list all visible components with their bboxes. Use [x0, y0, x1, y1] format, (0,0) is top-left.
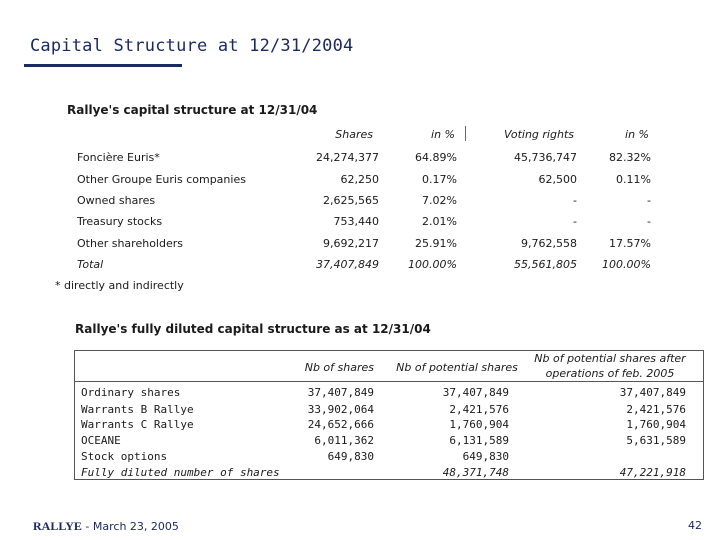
diluted-label: Stock options — [81, 450, 168, 463]
page-title: Capital Structure at 12/31/2004 — [30, 36, 354, 56]
diluted-label: OCEANE — [81, 434, 121, 447]
col-header-potential: Nb of potential shares — [396, 361, 518, 374]
row-vpct: 82.32% — [609, 151, 651, 164]
potential-shares: 37,407,849 — [442, 386, 509, 399]
row-vpct: 17.57% — [609, 237, 651, 250]
nb-shares: 24,652,666 — [307, 418, 374, 431]
diluted-label: Ordinary shares — [81, 386, 181, 399]
row-pct: 2.01% — [422, 215, 457, 228]
nb-shares: 37,407,849 — [307, 386, 374, 399]
row-shares: 753,440 — [333, 215, 379, 228]
total-votes: 55,561,805 — [514, 258, 577, 271]
row-votes: 45,736,747 — [514, 151, 577, 164]
row-votes: 62,500 — [538, 173, 577, 186]
row-label: Foncière Euris* — [77, 151, 160, 164]
after-operations-total: 47,221,918 — [619, 466, 686, 479]
footer — [33, 519, 179, 534]
after-operations-shares: 5,631,589 — [626, 434, 686, 447]
col-header-after-operations: Nb of potential shares after operations of feb. 2005 — [534, 352, 686, 380]
footer-date: - March 23, 2005 — [85, 520, 179, 533]
row-pct: 25.91% — [415, 237, 457, 250]
row-label: Other Groupe Euris companies — [77, 173, 246, 186]
row-shares: 2,625,565 — [323, 194, 379, 207]
col-header-pct: in % — [431, 128, 455, 141]
row-label: Treasury stocks — [77, 215, 163, 228]
row-vpct: - — [647, 194, 651, 207]
title-underline — [24, 64, 182, 67]
header-divider — [465, 126, 466, 141]
page-number: 42 — [688, 519, 702, 532]
total-vpct: 100.00% — [602, 258, 651, 271]
row-vpct: 0.11% — [616, 173, 651, 186]
diluted-label: Warrants C Rallye — [81, 418, 194, 431]
potential-shares: 649,830 — [462, 450, 509, 463]
row-pct: 64.89% — [415, 151, 457, 164]
nb-shares: 649,830 — [327, 450, 374, 463]
diluted-label: Warrants B Rallye — [81, 403, 194, 416]
potential-shares: 6,131,589 — [449, 434, 509, 447]
diluted-total-label: Fully diluted number of shares — [81, 466, 280, 479]
after-operations-shares: 37,407,849 — [619, 386, 686, 399]
total-shares: 37,407,849 — [316, 258, 379, 271]
section1-title: Rallye's capital structure at 12/31/04 — [67, 103, 318, 117]
row-votes: 9,762,558 — [521, 237, 577, 250]
potential-shares-total: 48,371,748 — [442, 466, 509, 479]
total-label: Total — [77, 258, 104, 271]
footer-brand: RALLYE — [33, 519, 82, 533]
row-pct: 7.02% — [422, 194, 457, 207]
total-pct: 100.00% — [408, 258, 457, 271]
section2-title: Rallye's fully diluted capital structure as at 12/31/04 — [75, 322, 431, 336]
row-vpct: - — [647, 215, 651, 228]
nb-shares: 33,902,064 — [307, 403, 374, 416]
nb-shares: 6,011,362 — [314, 434, 374, 447]
row-pct: 0.17% — [422, 173, 457, 186]
row-shares: 24,274,377 — [316, 151, 379, 164]
row-label: Other shareholders — [77, 237, 183, 250]
col-header-shares: Shares — [335, 128, 373, 141]
header-rule — [75, 381, 703, 382]
after-operations-shares: 2,421,576 — [626, 403, 686, 416]
after-operations-shares: 1,760,904 — [626, 418, 686, 431]
col-header-nb-shares: Nb of shares — [304, 361, 374, 374]
potential-shares: 2,421,576 — [449, 403, 509, 416]
row-votes: - — [573, 194, 577, 207]
potential-shares: 1,760,904 — [449, 418, 509, 431]
row-label: Owned shares — [77, 194, 156, 207]
footnote: * directly and indirectly — [55, 279, 184, 292]
col-header-voting-pct: in % — [625, 128, 649, 141]
row-votes: - — [573, 215, 577, 228]
col-header-voting-rights: Voting rights — [503, 128, 574, 141]
row-shares: 62,250 — [340, 173, 379, 186]
row-shares: 9,692,217 — [323, 237, 379, 250]
